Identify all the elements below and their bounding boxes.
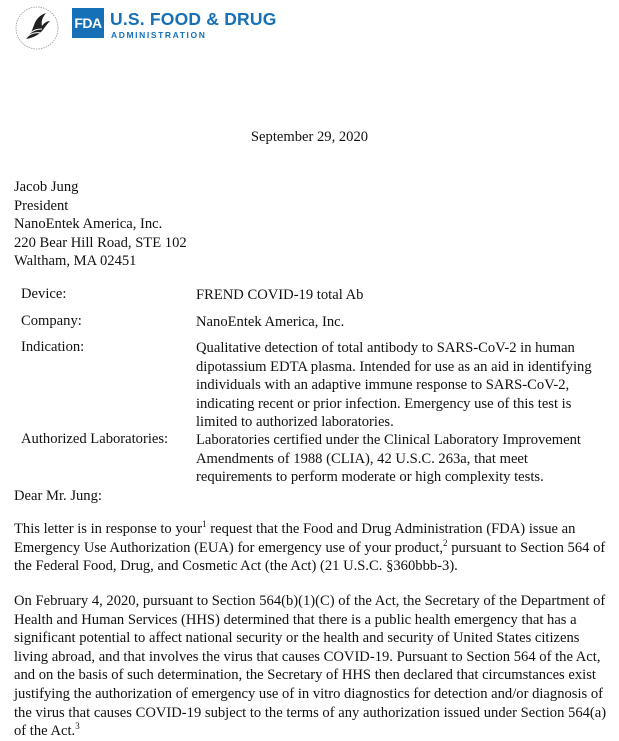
letterhead: [0, 0, 619, 55]
agency-title: U.S. FOOD & DRUG: [110, 9, 277, 29]
paragraph-text: request that the Food and Drug Administration (FDA) issue an Emergency Use Authorization (EUA) for emergency use of your product,: [14, 521, 576, 556]
device-label: Device:: [21, 286, 67, 302]
company-label: Company:: [21, 313, 82, 329]
paragraph-determination: [14, 592, 614, 741]
recipient-street: 220 Bear Hill Road, STE 102: [14, 234, 187, 251]
paragraph-text: On February 4, 2020, pursuant to Section 564(b)(1)(C) of the Act, the Secretary of the Department of Health and Human Services (HHS) determined that there is a public health emergency that has a significant potential to affect national security or the health and security of United States citizens living abroad, and that involves the virus that causes COVID-19. Pursuant to Section 564 of the Act, and on the basis of such determination, the Secretary of HHS then declared that circumstances exist justifying the authorization of emergency use of in vitro diagnostics for detection and/or diagnosis of the virus that causes COVID-19 subject to the terms of any authorization issued under Section 564(a) of the Act.: [14, 593, 607, 740]
recipient-name: Jacob Jung: [14, 179, 79, 195]
recipient-address: [14, 178, 187, 271]
agency-subtitle: ADMINISTRATION: [111, 30, 207, 40]
indication-value: Qualitative detection of total antibody to SARS-CoV-2 in human dipotassium EDTA plasma. Intended for use as an aid in identifying individuals with an adaptive immune response to SARS-CoV-2, indicating recent or prior infection. Emergency use of this test is limited to authorized laboratories.: [196, 340, 592, 430]
indication-label: Indication:: [21, 339, 85, 355]
footnote-ref-2[interactable]: 2: [443, 537, 448, 548]
device-value: FREND COVID-19 total Ab: [196, 287, 364, 303]
paragraph-request: [14, 520, 614, 576]
company-value: NanoEntek America, Inc.: [196, 314, 345, 330]
footnote-ref-1[interactable]: 1: [202, 519, 207, 530]
fda-logo-box: FDA: [72, 8, 104, 38]
letter-date: September 29, 2020: [250, 129, 369, 145]
recipient-title: President: [14, 197, 69, 214]
hhs-eagle-seal-icon: [14, 5, 60, 51]
authorized-labs-value: Laboratories certified under the Clinical Laboratory Improvement Amendments of 1988 (CLIA), 42 U.S.C. 263a, that meet requirements to perform moderate or high complexity tests.: [196, 432, 581, 485]
recipient-city: Waltham, MA 02451: [14, 253, 137, 269]
paragraph-text: pursuant to Section 564 of the Federal Food, Drug, and Cosmetic Act (the Act) (21 U.S.C. §360bbb-3).: [14, 539, 606, 575]
authorized-labs-label: Authorized Laboratories:: [21, 431, 169, 447]
recipient-company: NanoEntek America, Inc.: [14, 216, 163, 232]
paragraph-text: This letter is in response to your: [14, 521, 203, 537]
salutation: Dear Mr. Jung:: [14, 488, 102, 504]
footnote-ref-3[interactable]: 3: [75, 721, 80, 732]
